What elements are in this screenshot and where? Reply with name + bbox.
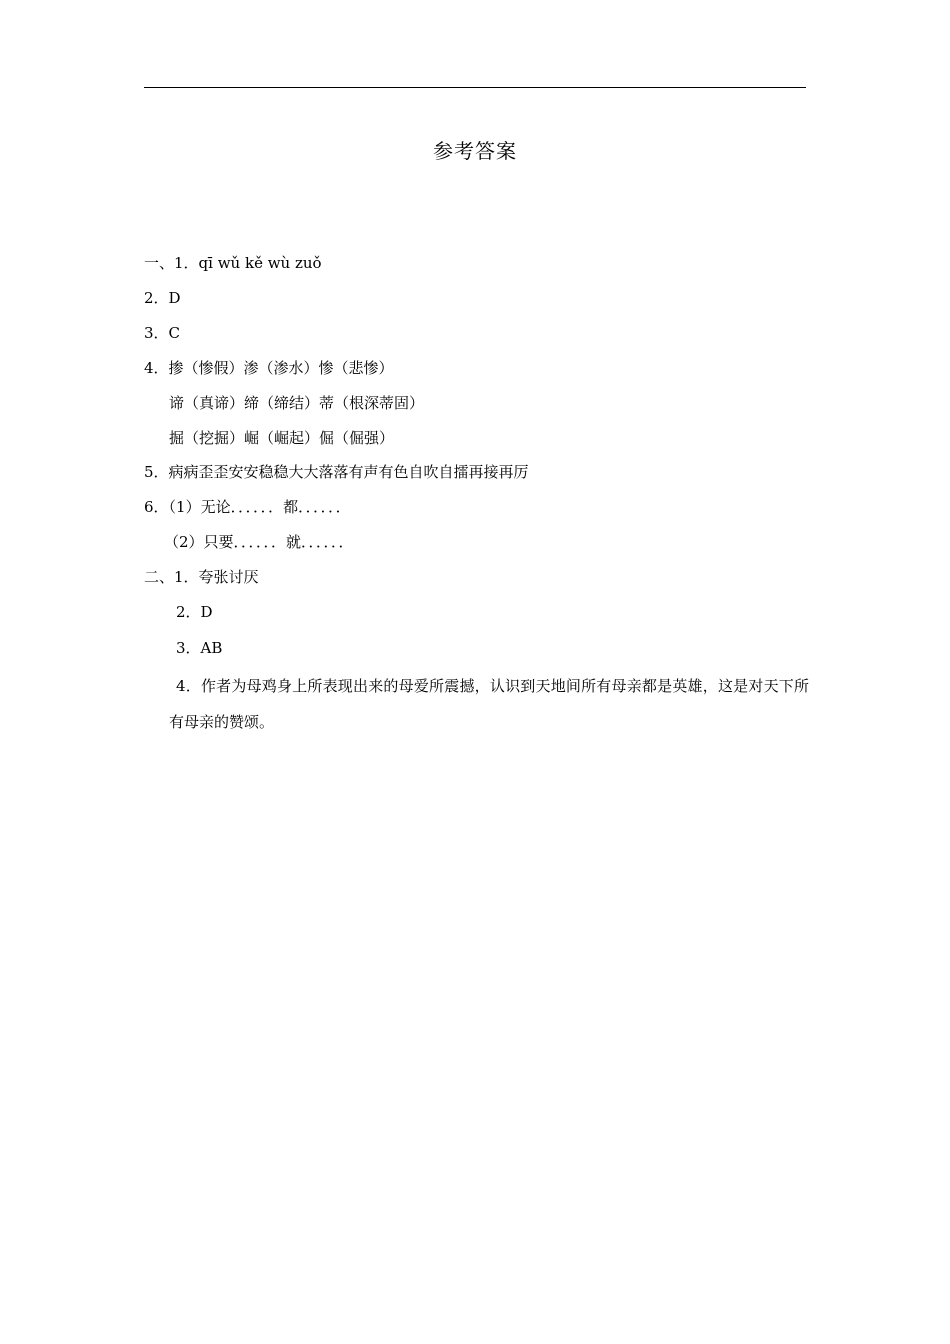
answer-s2-q1: 二、1．夸张讨厌 <box>144 568 259 586</box>
answer-s1-q4-line1: 4．掺（惨假）渗（渗水）惨（悲惨） <box>144 359 394 377</box>
answer-s2-q2: 2．D <box>176 603 213 621</box>
answer-s1-q4-line2: 谛（真谛）缔（缔结）蒂（根深蒂固） <box>169 394 425 412</box>
answer-s2-q3: 3．AB <box>176 639 223 657</box>
answer-s1-q4-line3: 掘（挖掘）崛（崛起）倔（倔强） <box>169 429 395 447</box>
answer-s2-q4: 4．作者为母鸡身上所表现出来的母爱所震撼，认识到天地间所有母亲都是英雄，这是对天下所有母亲的赞颂。 <box>169 677 809 731</box>
page-title: 参考答案 <box>433 139 517 163</box>
answer-s1-q2: 2．D <box>144 289 181 307</box>
answer-s1-q6-part1: 6．（1）无论．．．．．．都．．．．．． <box>144 498 351 516</box>
header-rule <box>144 87 806 88</box>
answer-s1-q1: 一、1．qī wǔ kě wù zuǒ <box>144 254 322 272</box>
answer-s1-q5: 5．病病歪歪安安稳稳大大落落有声有色自吹自擂再接再厉 <box>144 463 529 481</box>
answer-s1-q6-part2: （2）只要．．．．．．就．．．．．． <box>164 533 354 551</box>
answer-s1-q3: 3．C <box>144 324 181 342</box>
